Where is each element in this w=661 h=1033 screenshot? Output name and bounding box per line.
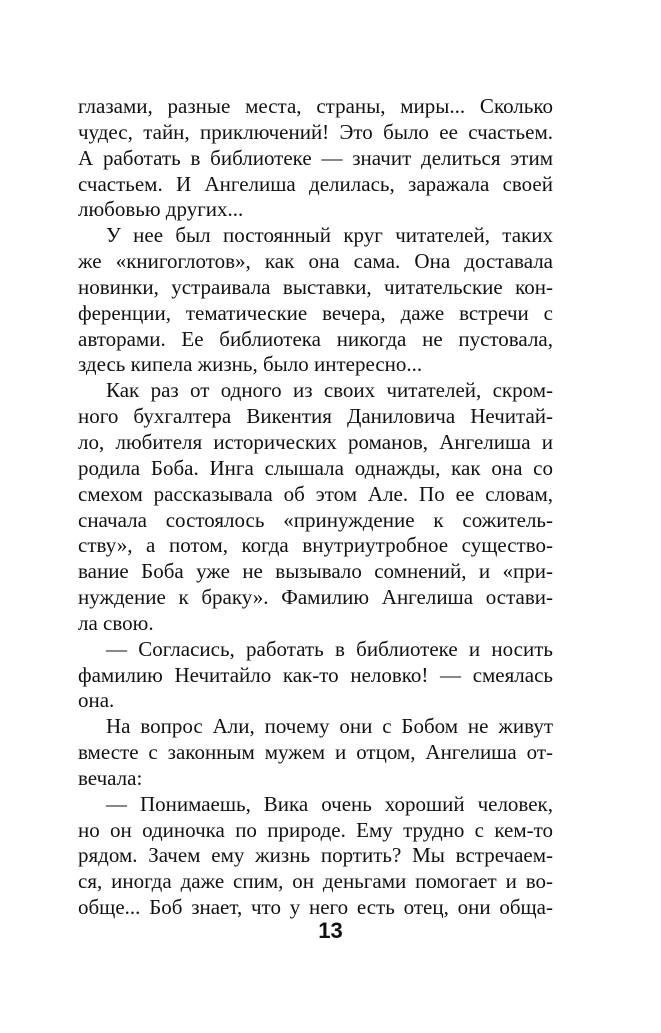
text-line: — Понимаешь, Вика очень хороший человек,: [106, 791, 553, 816]
text-line: рядом. Зачем ему жизнь портить? Мы встречаем-: [78, 843, 553, 868]
text-line: новинки, устраивала выставки, читательские кон-: [78, 274, 553, 299]
text-line: здесь кипела жизнь, было интересно...: [78, 352, 423, 377]
text-line: но он одиночка по природе. Ему трудно с кем-то: [78, 817, 553, 842]
text-line: нуждение к браку». Фамилию Ангелиша остави-: [78, 585, 553, 610]
text-line: У нее был постоянный круг читателей, таких: [106, 223, 553, 248]
text-line: сначала состоялось «принуждение к сожитель-: [78, 507, 553, 532]
text-line: ного бухгалтера Викентия Даниловича Нечитай-: [78, 404, 553, 429]
text-line: А работать в библиотеке — значит делиться этим: [78, 145, 553, 170]
text-line: — Согласись, работать в библиотеке и носить: [106, 636, 553, 661]
text-line: ференции, тематические вечера, даже встречи с: [78, 300, 553, 325]
page-number: 13: [318, 918, 343, 943]
text-line: обще... Боб знает, что у него есть отец, они обща-: [78, 895, 553, 920]
text-line: же «книгоглотов», как она сама. Она доставала: [78, 249, 553, 274]
text-line: вание Боба уже не вызывало сомнений, и «при-: [78, 559, 553, 584]
text-line: она.: [78, 688, 115, 713]
text-line: ло, любителя исторических романов, Ангелиша и: [78, 429, 553, 454]
text-line: чудес, тайн, приключений! Это было ее счастьем.: [78, 119, 553, 144]
text-line: счастьем. И Ангелиша делилась, заражала своей: [78, 171, 553, 196]
text-line: глазами, разные места, страны, миры... Сколько: [78, 94, 553, 118]
text-line: Как раз от одного из своих читателей, скром-: [106, 378, 553, 403]
text-line: На вопрос Али, почему они с Бобом не живут: [106, 714, 553, 739]
text-line: фамилию Нечитайло как-то неловко! — смеялась: [78, 662, 553, 687]
text-line: ству», а потом, когда внутриутробное существо-: [78, 533, 553, 558]
text-line: вечала:: [78, 765, 143, 790]
text-line: смехом рассказывала об этом Але. По ее словам,: [78, 481, 553, 506]
body-text: [78, 94, 553, 921]
text-line: родила Боба. Инга слышала однажды, как она со: [78, 455, 553, 480]
text-line: ся, иногда даже спим, он деньгами помогает и во-: [78, 869, 553, 894]
text-line: любовью других...: [78, 197, 244, 222]
text-line: авторами. Ее библиотека никогда не пустовала,: [78, 326, 553, 351]
text-line: вместе с законным мужем и отцом, Ангелиша от-: [78, 740, 553, 765]
text-line: ла свою.: [78, 610, 154, 635]
